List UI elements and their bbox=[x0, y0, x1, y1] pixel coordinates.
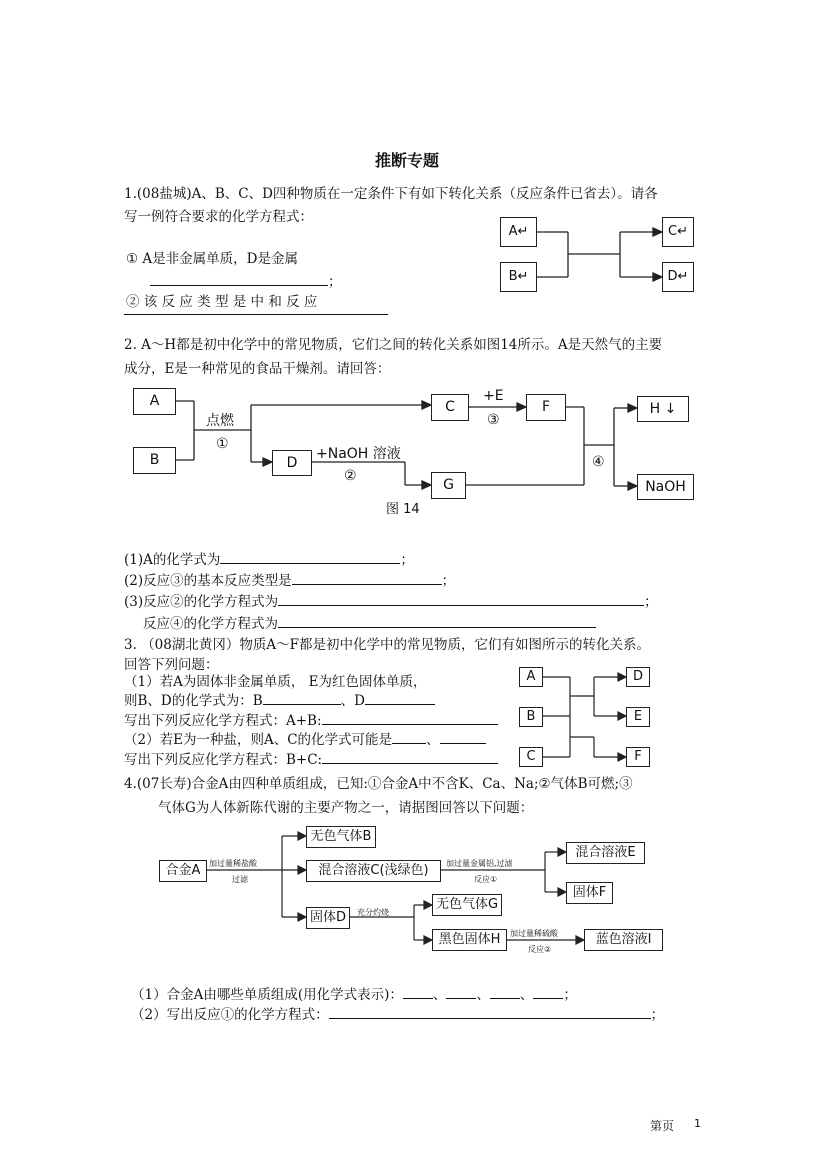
q3-line1: 3. （08湖北黄冈）物质A～F都是初中化学中的常见物质，它们有如图所示的转化关系。 bbox=[124, 637, 650, 653]
q4-box-sol-e: 混合溶液E bbox=[566, 842, 645, 864]
q4-box-blue-i: 蓝色溶液I bbox=[584, 929, 663, 951]
q4-arrow4-top: 加过量稀硫酸 bbox=[510, 929, 558, 938]
q3-line3: （1）若A为固体非金属单质， E为红色固体单质， bbox=[124, 674, 427, 690]
q4-line2: 气体G为人体新陈代谢的主要产物之一，请据图回答以下问题： bbox=[158, 800, 534, 816]
q3-box-f: F bbox=[626, 747, 650, 767]
q4-box-alloy: 合金A bbox=[159, 860, 207, 882]
q2-sub2: (2)反应③的基本反应类型是 ； bbox=[124, 573, 456, 589]
q2-label-plus-e: +E bbox=[483, 388, 504, 404]
q4-sub1: （1）合金A由哪些单质组成(用化学式表示)： 、 、 、 ； bbox=[131, 987, 577, 1003]
q1-item2: ② 该 反 应 类 型 是 中 和 反 应 bbox=[126, 294, 318, 310]
q3-box-e: E bbox=[626, 707, 650, 727]
q2-label-1: ① bbox=[216, 436, 229, 452]
q1-box-d: D↵ bbox=[662, 262, 694, 292]
q2-label-3: ③ bbox=[487, 412, 500, 428]
q2-line2: 成分，E是一种常见的食品干燥剂。请回答： bbox=[124, 361, 391, 377]
footer-label: 第页 bbox=[650, 1119, 675, 1133]
q3-line5: 写出下列反应化学方程式：A+B: bbox=[124, 709, 498, 729]
q2-box-a: A bbox=[133, 388, 176, 415]
q4-arrow3-top: 充分灼烧 bbox=[357, 908, 389, 917]
q1-box-c: C↵ bbox=[662, 217, 694, 247]
q2-box-g: G bbox=[431, 472, 466, 499]
q3-box-a: A bbox=[519, 667, 543, 687]
q3-line2: 回答下列问题： bbox=[124, 657, 219, 673]
q4-box-solid-f: 固体F bbox=[566, 882, 613, 904]
q1-item1: ① A是非金属单质，D是金属 bbox=[126, 251, 298, 267]
q1-line2: 写一例符合要求的化学方程式： bbox=[124, 209, 313, 225]
q2-label-naoh: +NaOH 溶液 bbox=[316, 446, 401, 462]
q2-label-4: ④ bbox=[592, 454, 605, 470]
q2-box-naoh: NaOH bbox=[637, 474, 694, 500]
q3-box-c: C bbox=[519, 747, 543, 767]
q2-caption: 图 14 bbox=[386, 502, 420, 517]
q3-line4: 则B、D的化学式为：B 、D bbox=[124, 689, 435, 709]
q2-sub4: 反应④的化学方程式为 bbox=[143, 612, 596, 632]
q2-label-2: ② bbox=[344, 468, 357, 484]
q4-arrow2-bottom: 反应① bbox=[474, 875, 498, 884]
q2-box-d: D bbox=[272, 450, 312, 476]
q2-box-h: H ↓ bbox=[637, 396, 689, 422]
q4-arrow1-top: 加过量稀盐酸 bbox=[209, 859, 257, 868]
q3-box-b: B bbox=[519, 707, 543, 727]
q4-box-gas-b: 无色气体B bbox=[306, 826, 376, 848]
q1-box-b: B↵ bbox=[500, 262, 537, 292]
q4-box-black-h: 黑色固体H bbox=[432, 929, 507, 951]
page-title: 推断专题 bbox=[375, 151, 440, 170]
q4-line1: 4.(07长寿)合金A由四种单质组成，已知:①合金A中不含K、Ca、Na;②气体B可燃;③ bbox=[124, 776, 633, 792]
q1-item1-blank: ； bbox=[150, 270, 342, 290]
q2-box-f: F bbox=[526, 394, 566, 421]
q2-line1: 2. A～H都是初中化学中的常见物质，它们之间的转化关系如图14所示。A是天然气的主要 bbox=[124, 337, 663, 353]
q4-box-solid-d: 固体D bbox=[306, 907, 350, 929]
q2-sub3: (3)反应②的化学方程式为 ； bbox=[124, 594, 658, 610]
q4-arrow4-bottom: 反应② bbox=[528, 945, 552, 954]
q4-box-gas-g: 无色气体G bbox=[432, 894, 502, 916]
q3-line7: 写出下列反应化学方程式：B+C: bbox=[124, 748, 498, 768]
q4-arrow2-top: 加过量金属铝,过滤 bbox=[446, 859, 513, 868]
q1-box-a: A↵ bbox=[500, 217, 537, 247]
q2-box-c: C bbox=[431, 394, 469, 421]
q3-line6: （2）若E为一种盐，则A、C的化学式可能是 、 bbox=[124, 728, 486, 748]
q4-sub2: （2）写出反应①的化学方程式： ； bbox=[131, 1007, 665, 1023]
page-number: 1 bbox=[694, 1117, 701, 1130]
q3-box-d: D bbox=[626, 667, 650, 687]
q2-box-b: B bbox=[133, 447, 176, 474]
q4-arrow1-bottom: 过滤 bbox=[232, 875, 248, 884]
q2-sub1: (1)A的化学式为 ； bbox=[124, 552, 414, 568]
q2-label-burn: 点燃 bbox=[206, 413, 234, 429]
q4-box-sol-c: 混合溶液C(浅绿色) bbox=[306, 860, 441, 882]
q1-line1: 1.(08盐城)A、B、C、D四种物质在一定条件下有如下转化关系（反应条件已省去）。请各 bbox=[124, 186, 658, 202]
